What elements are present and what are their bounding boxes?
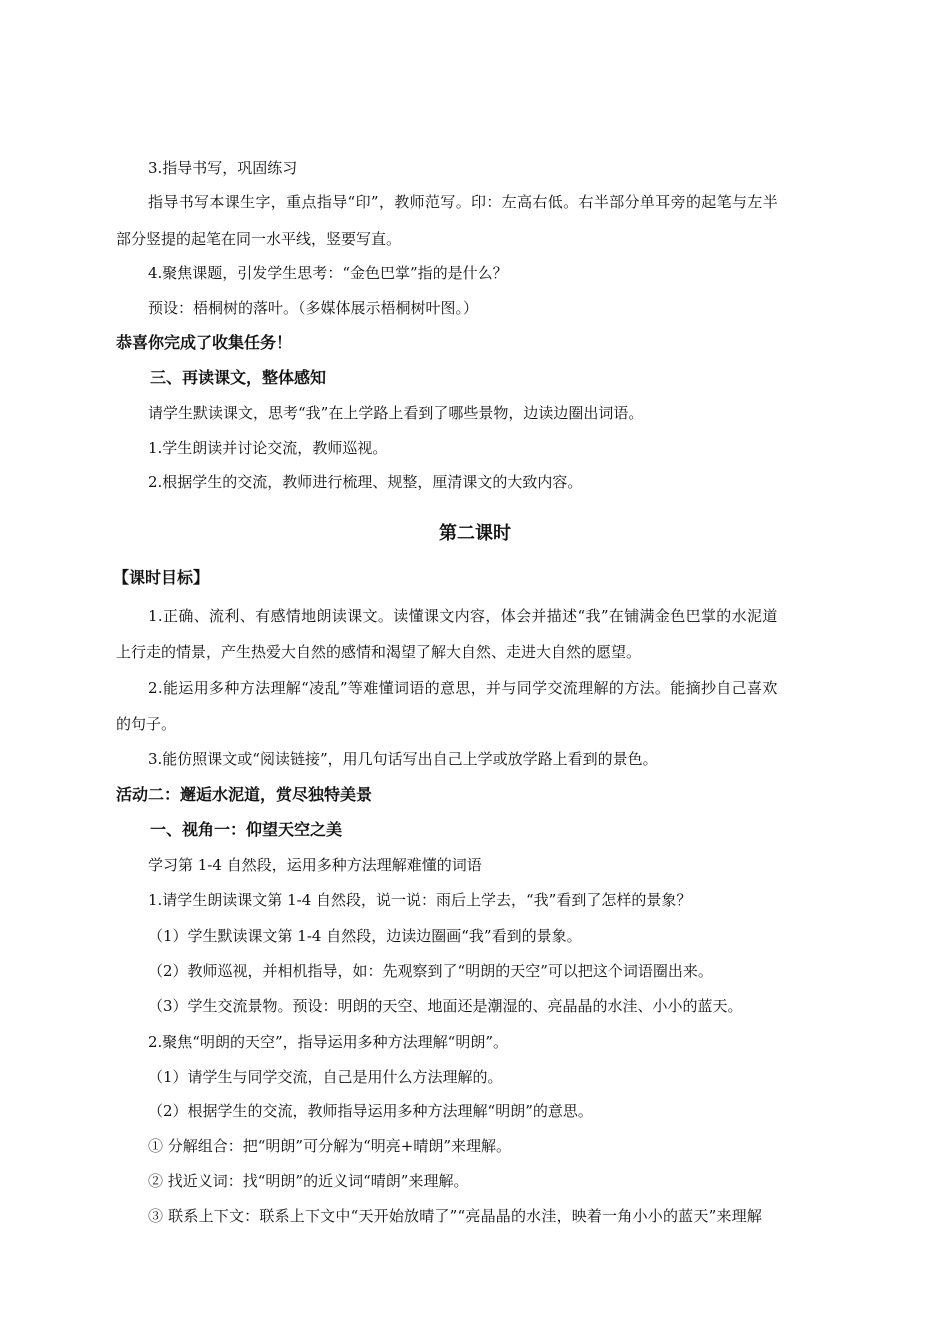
activity-2-heading: 活动二：邂逅水泥道，赏尽独特美景 (116, 785, 373, 804)
paragraph-line: 1.学生朗读并讨论交流，教师巡视。 (148, 439, 388, 457)
paragraph-line: 请学生默读课文，思考“我”在上学路上看到了哪些景物，边读边圈出词语。 (148, 404, 644, 422)
paragraph-line: ① 分解组合：把“明朗”可分解为“明亮+晴朗”来理解。 (148, 1137, 512, 1155)
paragraph-line: 指导书写本课生字，重点指导“印”，教师范写。印：左高右低。右半部分单耳旁的起笔与左半 (148, 193, 779, 211)
paragraph-line: 学习第 1-4 自然段，运用多种方法理解难懂的词语 (148, 856, 482, 874)
paragraph-line: 上行走的情景，产生热爱大自然的感情和渴望了解大自然、走进大自然的愿望。 (116, 643, 642, 661)
paragraph-line: （2）根据学生的交流，教师指导运用多种方法理解“明朗”的意思。 (148, 1102, 593, 1120)
paragraph-line: 3.能仿照课文或“阅读链接”，用几句话写出自己上学或放学路上看到的景色。 (148, 750, 658, 768)
section-1-heading: 一、视角一：仰望天空之美 (150, 820, 343, 839)
paragraph-line: 1.正确、流利、有感情地朗读课文。读懂课文内容，体会并描述“我”在铺满金色巴掌的水泥道 (148, 607, 778, 625)
paragraph-line: 预设：梧桐树的落叶。（多媒体展示梧桐树叶图。） (148, 299, 479, 317)
step-3-heading: 3.指导书写，巩固练习 (148, 159, 298, 177)
paragraph-line: 2.能运用多种方法理解“凌乱”等难懂词语的意思，并与同学交流理解的方法。能摘抄自己喜欢 (148, 679, 778, 697)
lesson-2-title: 第二课时 (439, 523, 511, 544)
paragraph-line: ③ 联系上下文：联系上下文中“天开始放晴了”“亮晶晶的水洼，映着一角小小的蓝天”来理解 (148, 1207, 763, 1225)
paragraph-line: 2.聚焦“明朗的天空”，指导运用多种方法理解“明朗”。 (148, 1033, 508, 1051)
paragraph-line: 部分竖提的起笔在同一水平线，竖要写直。 (116, 230, 402, 248)
paragraph-line: ② 找近义词：找“明朗”的近义词“晴朗”来理解。 (148, 1172, 469, 1190)
congrats-heading: 恭喜你完成了收集任务！ (116, 333, 293, 352)
paragraph-line: 2.根据学生的交流，教师进行梳理、规整，厘清课文的大致内容。 (148, 473, 583, 491)
paragraph-line: （3）学生交流景物。预设：明朗的天空、地面还是潮湿的、亮晶晶的水洼、小小的蓝天。 (148, 997, 743, 1015)
lesson-goals-heading: 【课时目标】 (113, 568, 210, 587)
section-3-heading: 三、再读课文，整体感知 (150, 368, 327, 387)
paragraph-line: 的句子。 (116, 715, 177, 733)
paragraph-line: （1）请学生与同学交流，自己是用什么方法理解的。 (148, 1068, 503, 1086)
paragraph-line: （1）学生默读课文第 1-4 自然段，边读边圈画“我”看到的景象。 (148, 927, 582, 945)
step-4-heading: 4.聚焦课题，引发学生思考：“金色巴掌”指的是什么？ (148, 264, 508, 282)
paragraph-line: 1.请学生朗读课文第 1-4 自然段，说一说：雨后上学去，“我”看到了怎样的景象？ (148, 891, 692, 909)
paragraph-line: （2）教师巡视，并相机指导，如：先观察到了“明朗的天空”可以把这个词语圈出来。 (148, 962, 713, 980)
